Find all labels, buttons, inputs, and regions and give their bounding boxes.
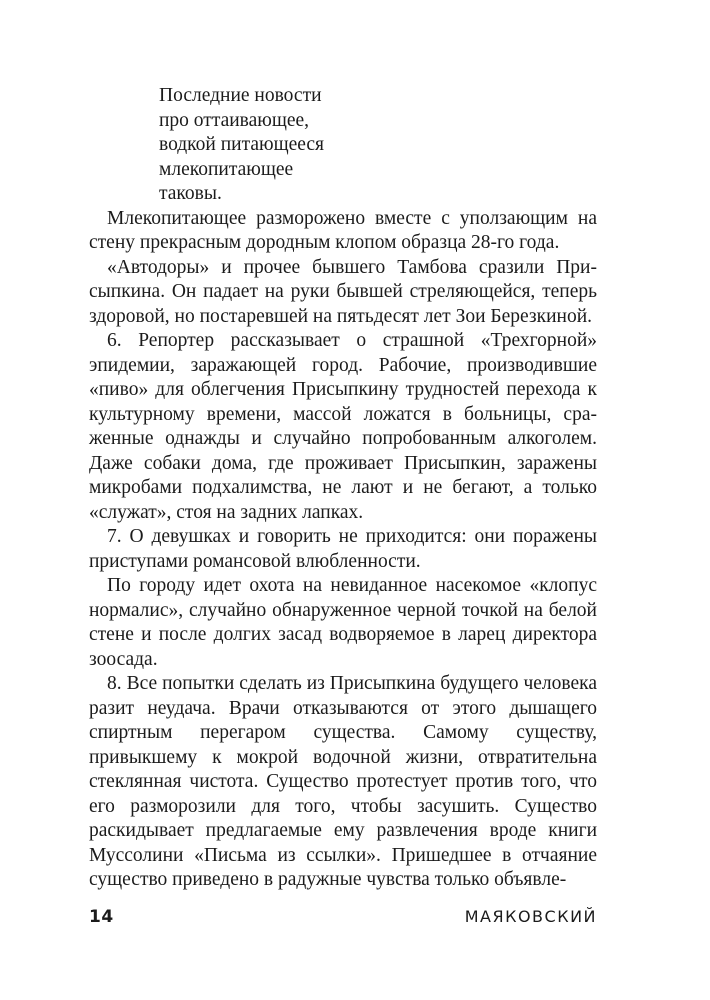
page-number: 14 (89, 907, 114, 927)
running-head: МАЯКОВСКИЙ (464, 907, 597, 926)
verse-line: водкой питающееся (159, 134, 325, 155)
verse-line: про оттаивающее, (159, 109, 310, 131)
page-body (89, 84, 597, 893)
paragraph: 8. Все попытки сделать из Присыпкина будущего человека разит неудача. Врачи отказываются от этого дышащего спиртным перегаром существа. Самому существу, привыкшему к мокрой водочной жизни, отвратительна стеклянная чистота. Существо протестует против того, что его разморозили для того, чтобы засушить. Существо раскидывает предлагаемые ему развлечения вроде книги Муссолини «Письма из ссылки». Пришедшее в отчаяние существо приведено в радужные чувства только объявле- (89, 673, 597, 890)
paragraph: 6. Репортер рассказывает о страшной «Трехгорной» эпидемии, заражающей город. Рабочие, производившие «пиво» для облегчения Присыпкину трудностей перехода к культурному времени, массой ложатся в больницы, сраженные однажды и случайно попробованным алкоголем. Даже собаки дома, где проживает Присыпкин, заражены микробами подхалимства, не лают и не бегают, а только «служат», стоя на задних лапках. (89, 330, 597, 523)
page-footer (89, 907, 597, 931)
paragraph: По городу идет охота на невиданное насекомое «клопус нормалис», случайно обнаруженное черной точкой на белой стене и после долгих засад водворяемое в ларец директора зоосада. (89, 575, 597, 670)
paragraph: Млекопитающее разморожено вместе с уползающим на стену прекрасным дородным клопом образца 28-го года. (89, 207, 597, 253)
verse-line: таковы. (159, 183, 222, 204)
paragraph: 7. О девушках и говорить не приходится: они поражены приступами романсовой влюбленности. (89, 526, 597, 572)
verse-line: млекопитающее (159, 158, 294, 180)
verse-block (159, 84, 597, 207)
paragraph: «Автодоры» и прочее бывшего Тамбова сразили Присыпкина. Он падает на руки бывшей стреляющейся, теперь здоровой, но постаревшей на пятьдесят лет Зои Березкиной. (89, 256, 597, 327)
verse-line: Последние новости (159, 85, 322, 106)
